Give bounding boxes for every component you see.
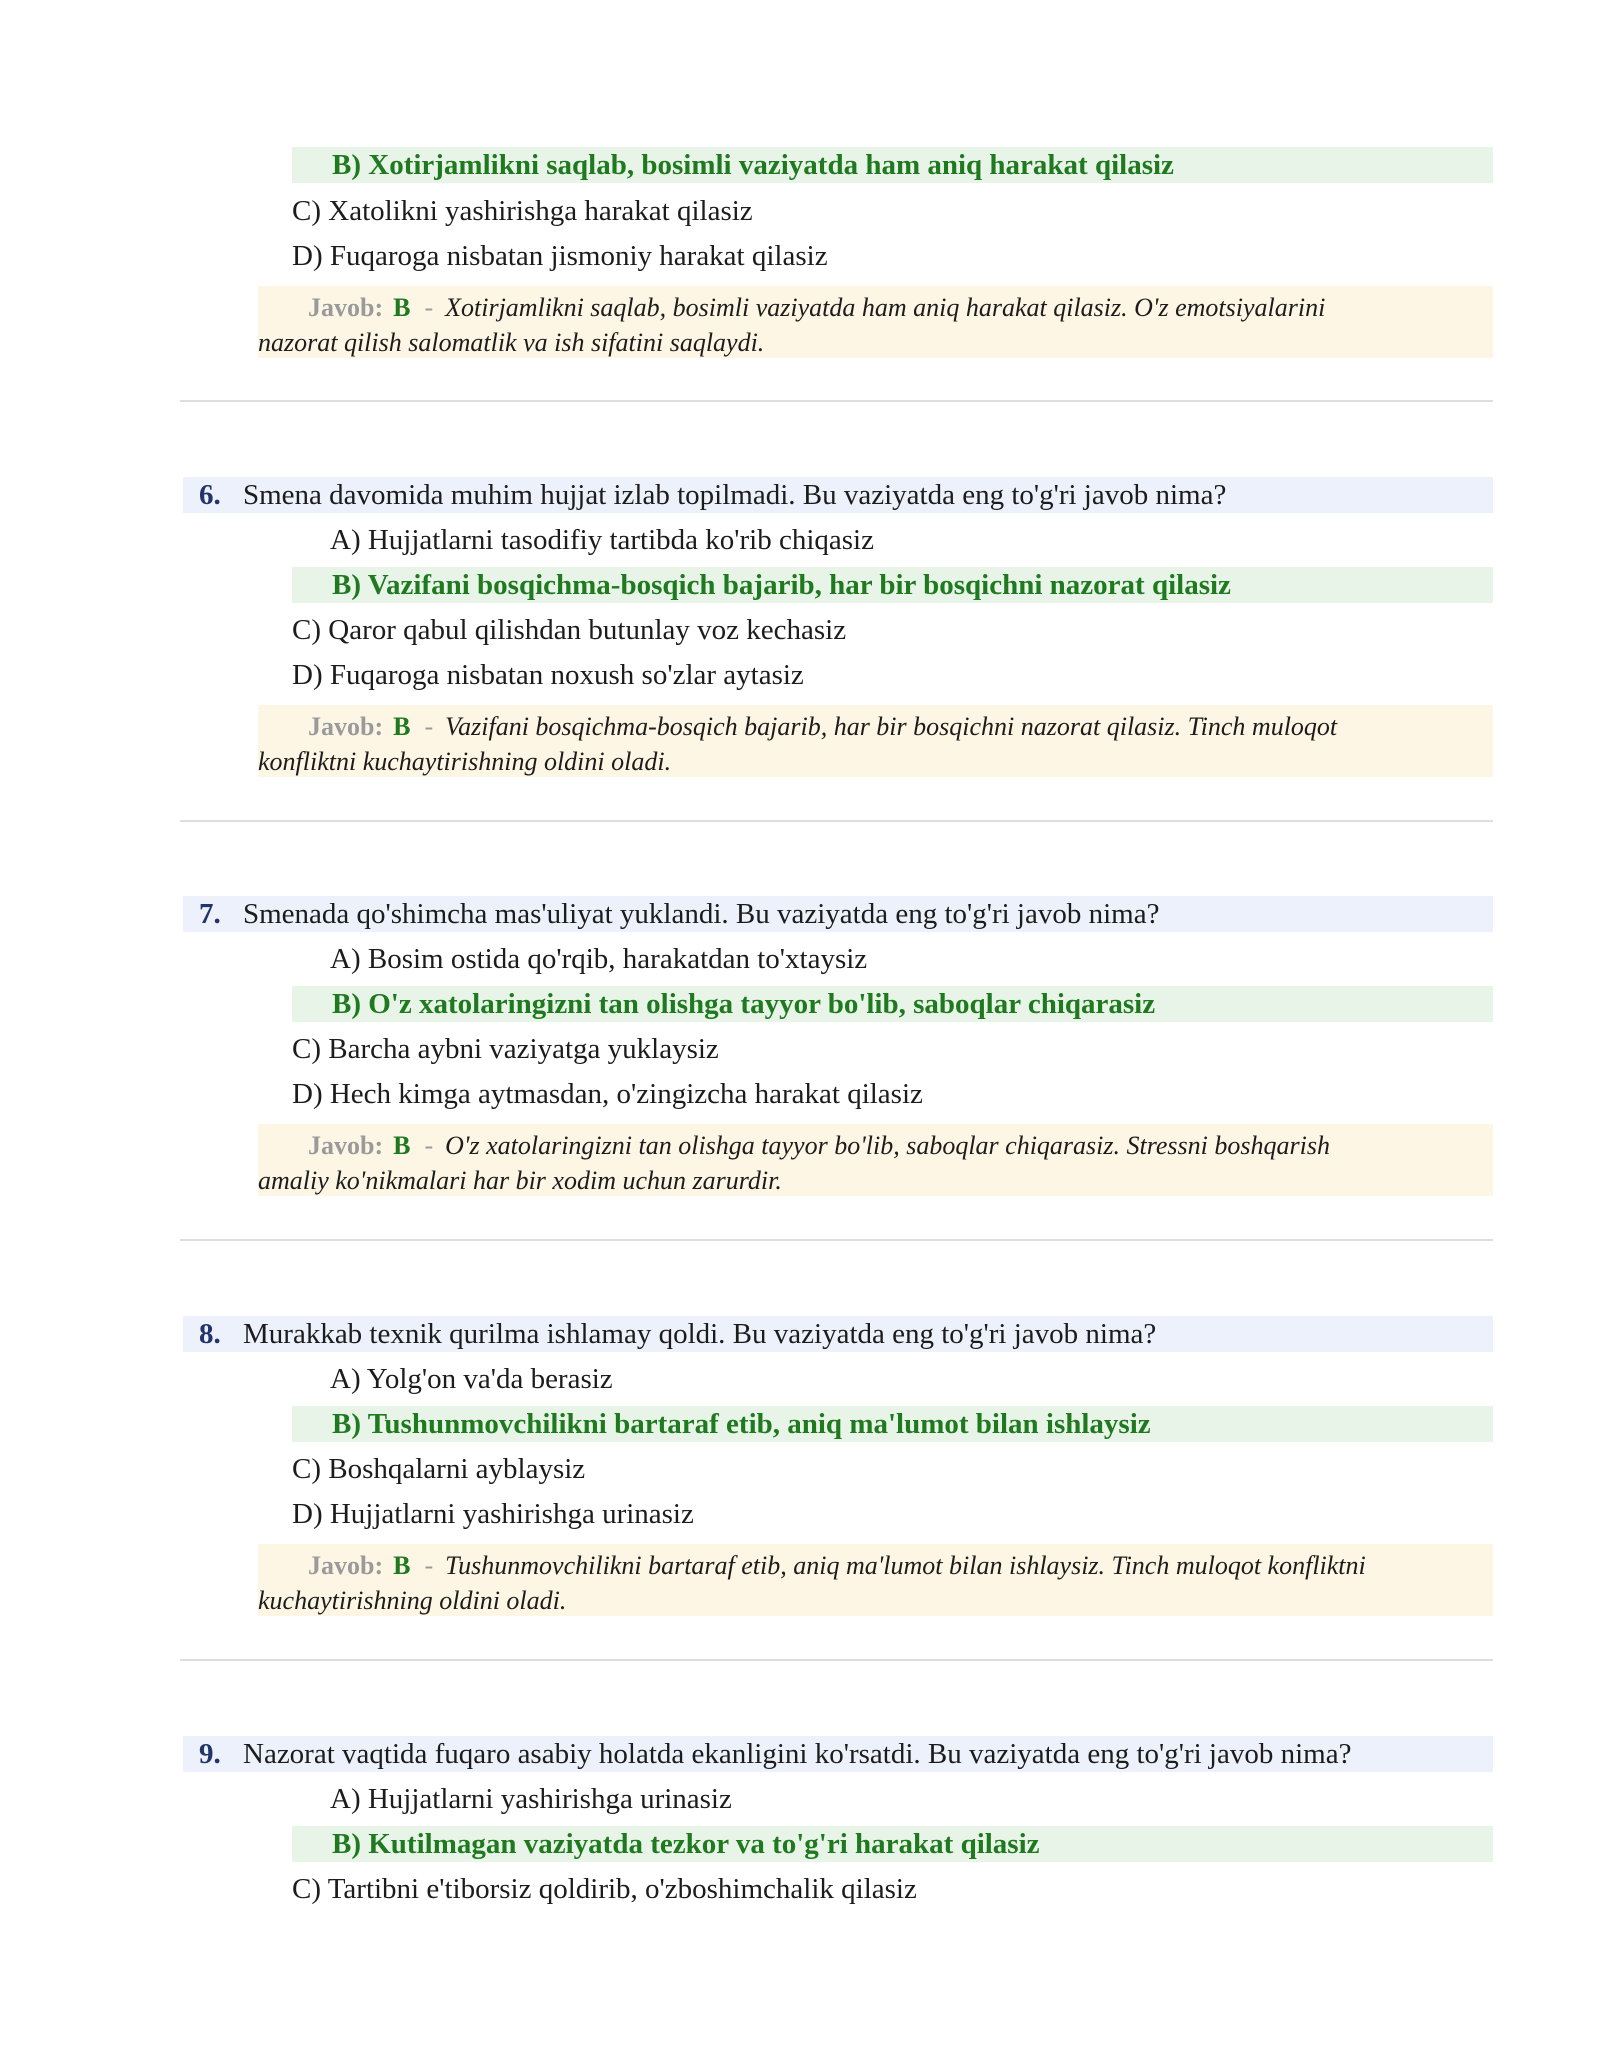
q6-answer-text: Vazifani bosqichma-bosqich bajarib, har bir bosqichni nazorat qilasiz. Tinch muloqot (445, 712, 1338, 741)
q7-answer-text: O'z xatolaringizni tan olishga tayyor bo'lib, saboqlar chiqarasiz. Stressni boshqarish (445, 1131, 1330, 1160)
q5-answer-letter: B (393, 293, 411, 322)
q8-answer-text-2: kuchaytirishning oldini oladi. (258, 1586, 567, 1615)
q8-answer-text: Tushunmovchilikni bartaraf etib, aniq ma'lumot bilan ishlaysiz. Tinch muloqot konfliktni (445, 1551, 1366, 1580)
q7-answer-label: Javob: (308, 1131, 384, 1160)
q8-option-c: C) Boshqalarni ayblaysiz (292, 1453, 586, 1485)
q7-answer-box (258, 1124, 1493, 1196)
q8-answer-box (258, 1544, 1493, 1616)
q7-question-text: Smenada qo'shimcha mas'uliyat yuklandi. Bu vaziyatda eng to'g'ri javob nima? (243, 898, 1160, 930)
q5-option-c: C) Xatolikni yashirishga harakat qilasiz (292, 195, 753, 227)
q8-option-b-correct: B) Tushunmovchilikni bartaraf etib, aniq ma'lumot bilan ishlaysiz (292, 1406, 1493, 1442)
q6-answer-box (258, 705, 1493, 777)
q5-answer-dash: - (424, 293, 434, 322)
q5-answer-text: Xotirjamlikni saqlab, bosimli vaziyatda ham aniq harakat qilasiz. O'z emotsiyalarini (445, 293, 1326, 322)
q7-answer-text-2: amaliy ko'nikmalari har bir xodim uchun zarurdir. (258, 1166, 782, 1195)
q7-question-bar (183, 896, 1493, 932)
q6-question-bar (183, 477, 1493, 513)
q9-number: 9. (199, 1738, 221, 1770)
separator (180, 1239, 1493, 1241)
q6-question-text: Smena davomida muhim hujjat izlab topilmadi. Bu vaziyatda eng to'g'ri javob nima? (243, 479, 1227, 511)
q6-option-d: D) Fuqaroga nisbatan noxush so'zlar aytasiz (292, 659, 804, 691)
q5-option-b-correct: B) Xotirjamlikni saqlab, bosimli vaziyatda ham aniq harakat qilasiz (292, 147, 1493, 183)
q5-answer-text-2: nazorat qilish salomatlik va ish sifatini saqlaydi. (258, 328, 765, 357)
q7-option-a: A) Bosim ostida qo'rqib, harakatdan to'xtaysiz (330, 943, 868, 975)
q5-answer-box (258, 286, 1493, 358)
q8-answer-dash: - (424, 1551, 434, 1580)
q6-number: 6. (199, 479, 221, 511)
q7-option-b-correct: B) O'z xatolaringizni tan olishga tayyor bo'lib, saboqlar chiqarasiz (292, 986, 1493, 1022)
q6-option-a: A) Hujjatlarni tasodifiy tartibda ko'rib chiqasiz (330, 524, 874, 556)
separator (180, 1659, 1493, 1661)
q6-answer-text-2: konfliktni kuchaytirishning oldini oladi. (258, 747, 672, 776)
q6-answer-dash: - (424, 712, 434, 741)
q8-question-bar (183, 1316, 1493, 1352)
q8-option-d: D) Hujjatlarni yashirishga urinasiz (292, 1498, 694, 1530)
q8-option-a: A) Yolg'on va'da berasiz (330, 1363, 613, 1395)
q9-option-a: A) Hujjatlarni yashirishga urinasiz (330, 1783, 732, 1815)
q7-answer-letter: B (393, 1131, 411, 1160)
q7-option-c: C) Barcha aybni vaziyatga yuklaysiz (292, 1033, 719, 1065)
q8-answer-label: Javob: (308, 1551, 384, 1580)
q8-answer-letter: B (393, 1551, 411, 1580)
q9-option-c: C) Tartibni e'tiborsiz qoldirib, o'zboshimchalik qilasiz (292, 1873, 917, 1905)
q9-question-text: Nazorat vaqtida fuqaro asabiy holatda ekanligini ko'rsatdi. Bu vaziyatda eng to'g'ri javob nima? (243, 1738, 1352, 1770)
separator (180, 400, 1493, 402)
q5-answer-label: Javob: (308, 293, 384, 322)
q8-question-text: Murakkab texnik qurilma ishlamay qoldi. Bu vaziyatda eng to'g'ri javob nima? (243, 1318, 1157, 1350)
q9-option-b-correct: B) Kutilmagan vaziyatda tezkor va to'g'ri harakat qilasiz (292, 1826, 1493, 1862)
q9-question-bar (183, 1736, 1493, 1772)
q7-option-d: D) Hech kimga aytmasdan, o'zingizcha harakat qilasiz (292, 1078, 923, 1110)
q5-option-d: D) Fuqaroga nisbatan jismoniy harakat qilasiz (292, 240, 828, 272)
q6-answer-label: Javob: (308, 712, 384, 741)
q7-number: 7. (199, 898, 221, 930)
q7-answer-dash: - (424, 1131, 434, 1160)
q6-answer-letter: B (393, 712, 411, 741)
q8-number: 8. (199, 1318, 221, 1350)
q6-option-c: C) Qaror qabul qilishdan butunlay voz kechasiz (292, 614, 847, 646)
q6-option-b-correct: B) Vazifani bosqichma-bosqich bajarib, har bir bosqichni nazorat qilasiz (292, 567, 1493, 603)
separator (180, 820, 1493, 822)
